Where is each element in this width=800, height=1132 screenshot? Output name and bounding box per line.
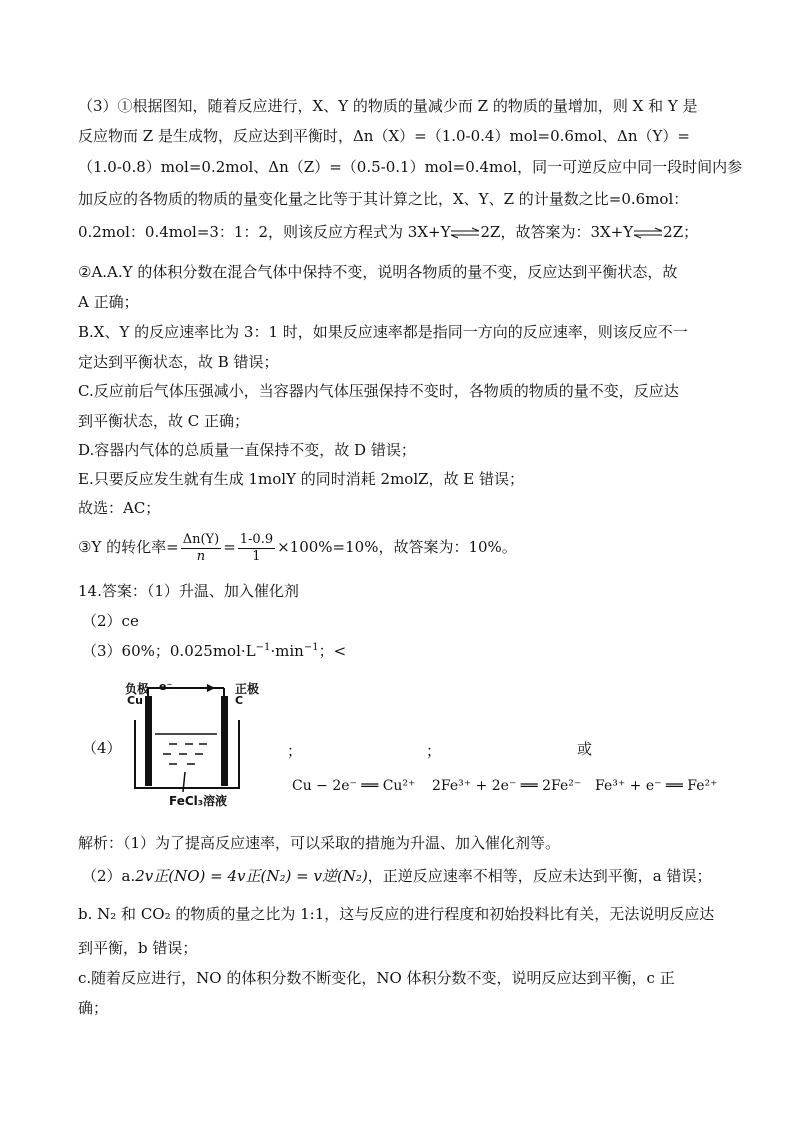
text-segment: ；<	[318, 642, 347, 660]
text-segment: ·min	[270, 642, 304, 660]
text-segment: 2Z；	[663, 223, 699, 241]
half-reaction-equation: 2Fe³⁺ + 2e⁻ ══ 2Fe²⁻	[432, 778, 582, 794]
carbon-electrode-label: C	[235, 694, 244, 707]
text-line: ③Y 的转化率= $\frac{\Delta n(Y)}{n}$ = $\frac{1-0.9}{1}$ ×100%=10%，故答案为：10%。	[78, 531, 517, 564]
text-line: 到平衡状态，故 C 正确；	[78, 412, 250, 430]
text-segment: （2）a.	[82, 867, 136, 885]
text-line: E.只要反应发生就有生成 1molY 的同时消耗 2molZ，故 E 错误；	[78, 470, 525, 488]
galvanic-cell-diagram	[125, 680, 285, 810]
half-reaction-equation: Fe³⁺ + e⁻ ══ Fe²⁺	[595, 778, 718, 794]
fraction-numerator: Δn(Y)	[182, 531, 220, 547]
fraction-denominator: 1	[252, 548, 261, 564]
text-line: （2）ce	[82, 612, 139, 630]
text-line	[82, 866, 712, 886]
fraction-numerator: 1-0.9	[239, 531, 274, 547]
superscript: −1	[255, 642, 271, 653]
text-line: B.X、Y 的反应速率比为 3：1 时，如果反应速率都是指同一方向的反应速率，则该反应不一	[78, 323, 688, 341]
positive-electrode-label: 正极	[235, 682, 260, 696]
equilibrium-arrow-icon	[450, 227, 480, 239]
text-line: 14.答案：（1）升温、加入催化剂	[78, 582, 299, 600]
galvanic-cell-illustration	[125, 680, 285, 810]
text-line: （4）	[82, 739, 122, 757]
text-line: （3）①根据图知，随着反应进行，X、Y 的物质的量减少而 Z 的物质的量增加，则 X 和 Y 是	[78, 97, 698, 115]
negative-electrode-label: 负极	[125, 682, 150, 696]
separator: ；	[287, 742, 303, 760]
solution-label: FeCl₃溶液	[169, 794, 228, 808]
text-line: c.随着反应进行，NO 的体积分数不断变化，NO 体积分数不变，说明反应达到平衡，c 正	[78, 969, 675, 987]
text-line: b. N₂ 和 CO₂ 的物质的量之比为 1:1，这与反应的进行程度和初始投料比有关，无法说明反应达	[78, 905, 715, 923]
text-line: 加反应的各物质的物质的量变化量之比等于其计算之比，X、Y、Z 的计量数之比=0.6mol：	[78, 190, 689, 208]
text-line: （1.0-0.8）mol=0.2mol、Δn（Z）=（0.5-0.1）mol=0.4mol，同一可逆反应中同一段时间内参	[78, 158, 743, 176]
text-segment: 2Z，故答案为：3X+Y	[480, 223, 634, 241]
text-line	[82, 641, 346, 661]
text-line: 故选：AC；	[78, 499, 161, 517]
text-segment: ③Y 的转化率=	[78, 538, 179, 556]
text-segment: 0.2mol：0.4mol=3：1：2，则该反应方程式为 3X+Y	[78, 223, 451, 241]
text-line: A 正确；	[78, 293, 139, 311]
text-line: D.容器内气体的总质量一直保持不变，故 D 错误；	[78, 441, 416, 459]
electron-label: e⁻	[159, 680, 173, 693]
separator: ；	[426, 742, 442, 760]
text-line: ②A.A.Y 的体积分数在混合气体中保持不变，说明各物质的量不变，反应达到平衡状态，故	[78, 263, 678, 281]
fraction-denominator: n	[196, 548, 206, 564]
text-line: 解析：（1）为了提高反应速率，可以采取的措施为升温、加入催化剂等。	[78, 834, 561, 852]
copper-electrode-label: Cu	[127, 694, 143, 707]
text-segment: （3）60%；0.025mol·L	[82, 642, 256, 660]
fraction	[238, 532, 275, 565]
text-segment: ，正逆反应速率不相等，反应未达到平衡，a 错误；	[367, 867, 712, 885]
text-line: 到平衡，b 错误；	[78, 939, 198, 957]
text-line: 确；	[78, 999, 109, 1017]
text-line: C.反应前后气体压强减小，当容器内气体压强保持不变时，各物质的物质的量不变，反应达	[78, 382, 679, 400]
equilibrium-arrow-icon	[633, 227, 663, 239]
text-line	[78, 222, 698, 242]
half-reaction-equation: Cu − 2e⁻ ══ Cu²⁺	[292, 778, 416, 794]
superscript: −1	[303, 642, 319, 653]
text-line: 反应物而 Z 是生成物，反应达到平衡时，Δn（X）=（1.0-0.4）mol=0.6mol、Δn（Y）=	[78, 127, 690, 145]
fraction	[181, 532, 222, 565]
text-line: 定达到平衡状态，故 B 错误；	[78, 353, 279, 371]
text-segment: ×100%=10%，故答案为：10%。	[277, 538, 517, 556]
rate-equation: 2v正(NO) = 4v正(N₂) = v逆(N₂)	[135, 867, 368, 885]
alternative-marker: 或	[577, 740, 593, 758]
